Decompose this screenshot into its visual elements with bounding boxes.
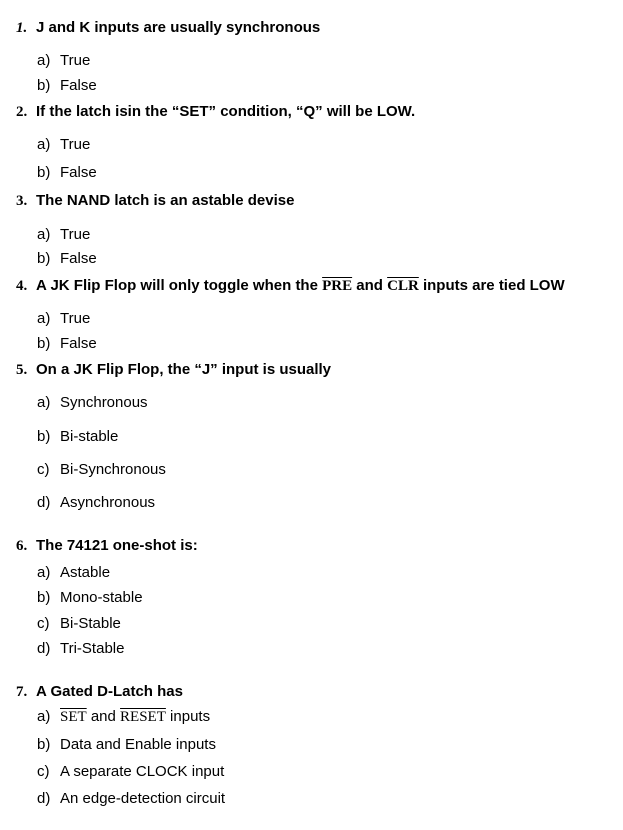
option-7c <box>37 763 224 781</box>
option-5d <box>37 494 155 512</box>
question-text-part-3: inputs are tied LOW <box>418 277 565 294</box>
question-4 <box>16 277 565 295</box>
option-text-mid: and <box>86 708 121 725</box>
set-overline-label: $\overline{SET}$ <box>60 709 87 725</box>
option-text: An edge-detection circuit <box>60 790 226 807</box>
option-7b <box>37 736 216 754</box>
option-5b <box>37 428 118 446</box>
question-2 <box>16 103 415 121</box>
question-text: J and K inputs are usually synchronous <box>36 19 321 36</box>
option-label: b) <box>37 164 51 181</box>
question-1 <box>16 19 320 37</box>
option-label: a) <box>37 564 51 581</box>
question-text: On a JK Flip Flop, the “J” input is usually <box>36 361 332 378</box>
option-text: Asynchronous <box>60 494 156 511</box>
option-text-tail: inputs <box>165 708 211 725</box>
question-text: If the latch isin the “SET” condition, “Q” will be LOW. <box>36 103 416 120</box>
option-text: A separate CLOCK input <box>60 763 225 780</box>
option-text: Data and Enable inputs <box>60 736 216 753</box>
question-text: The NAND latch is an astable devise <box>36 192 295 209</box>
option-5c <box>37 461 166 479</box>
option-label: d) <box>37 640 51 657</box>
option-text: Synchronous <box>60 394 148 411</box>
option-text: True <box>60 310 91 327</box>
question-3 <box>16 192 294 210</box>
option-5a <box>37 394 148 412</box>
option-label: b) <box>37 77 51 94</box>
option-2a <box>37 136 90 154</box>
option-text: Bi-stable <box>60 428 119 445</box>
option-4a <box>37 310 90 328</box>
question-6 <box>16 537 198 555</box>
reset-overline-label: RESET <box>120 709 166 725</box>
option-3a <box>37 226 90 244</box>
option-7d <box>37 790 225 808</box>
option-label: a) <box>37 226 51 243</box>
option-text: False <box>60 164 97 181</box>
option-text: False <box>60 250 97 267</box>
option-label: b) <box>37 428 51 445</box>
question-text: The 74121 one-shot is: <box>36 537 198 554</box>
question-number: 6. <box>16 538 28 554</box>
option-label: a) <box>37 136 51 153</box>
option-text: True <box>60 52 91 69</box>
option-6a <box>37 564 110 582</box>
option-label: b) <box>37 589 51 606</box>
option-text: Tri-Stable <box>60 640 125 657</box>
question-5 <box>16 361 331 379</box>
option-text: Bi-Stable <box>60 615 121 632</box>
option-text: Mono-stable <box>60 589 143 606</box>
option-4b <box>37 335 97 353</box>
option-label: b) <box>37 335 51 352</box>
clr-overline-label: $\overline{CLR}$ <box>387 278 419 294</box>
question-7 <box>16 683 183 701</box>
option-label: b) <box>37 736 51 753</box>
option-label: b) <box>37 250 51 267</box>
option-text: Astable <box>60 564 111 581</box>
option-label: c) <box>37 461 50 478</box>
option-6b <box>37 589 143 607</box>
option-1b <box>37 77 97 95</box>
option-3b <box>37 250 97 268</box>
option-label: d) <box>37 494 51 511</box>
option-text: Bi-Synchronous <box>60 461 166 478</box>
option-1a <box>37 52 90 70</box>
question-number: 7. <box>16 684 28 700</box>
question-number: 3. <box>16 193 28 209</box>
option-label: a) <box>37 394 51 411</box>
option-7a <box>37 708 210 726</box>
question-number: 5. <box>16 362 28 378</box>
option-label: a) <box>37 52 51 69</box>
option-label: a) <box>37 310 51 327</box>
option-label: c) <box>37 763 50 780</box>
option-2b <box>37 164 97 182</box>
option-label: a) <box>37 708 51 725</box>
option-6d <box>37 640 124 658</box>
option-6c <box>37 615 121 633</box>
question-number: 2. <box>16 104 28 120</box>
question-text: A Gated D-Latch has <box>36 683 183 700</box>
option-text: False <box>60 77 97 94</box>
option-text: False <box>60 335 97 352</box>
option-text: True <box>60 226 91 243</box>
question-text-part-2: and <box>352 277 388 294</box>
option-label: d) <box>37 790 51 807</box>
option-text: True <box>60 136 91 153</box>
question-number: 1. <box>16 20 28 36</box>
pre-overline-label: $\overline{PRE}$ <box>322 278 353 294</box>
option-label: c) <box>37 615 50 632</box>
question-text-part-1: A JK Flip Flop will only toggle when the <box>36 277 323 294</box>
question-number: 4. <box>16 278 28 294</box>
